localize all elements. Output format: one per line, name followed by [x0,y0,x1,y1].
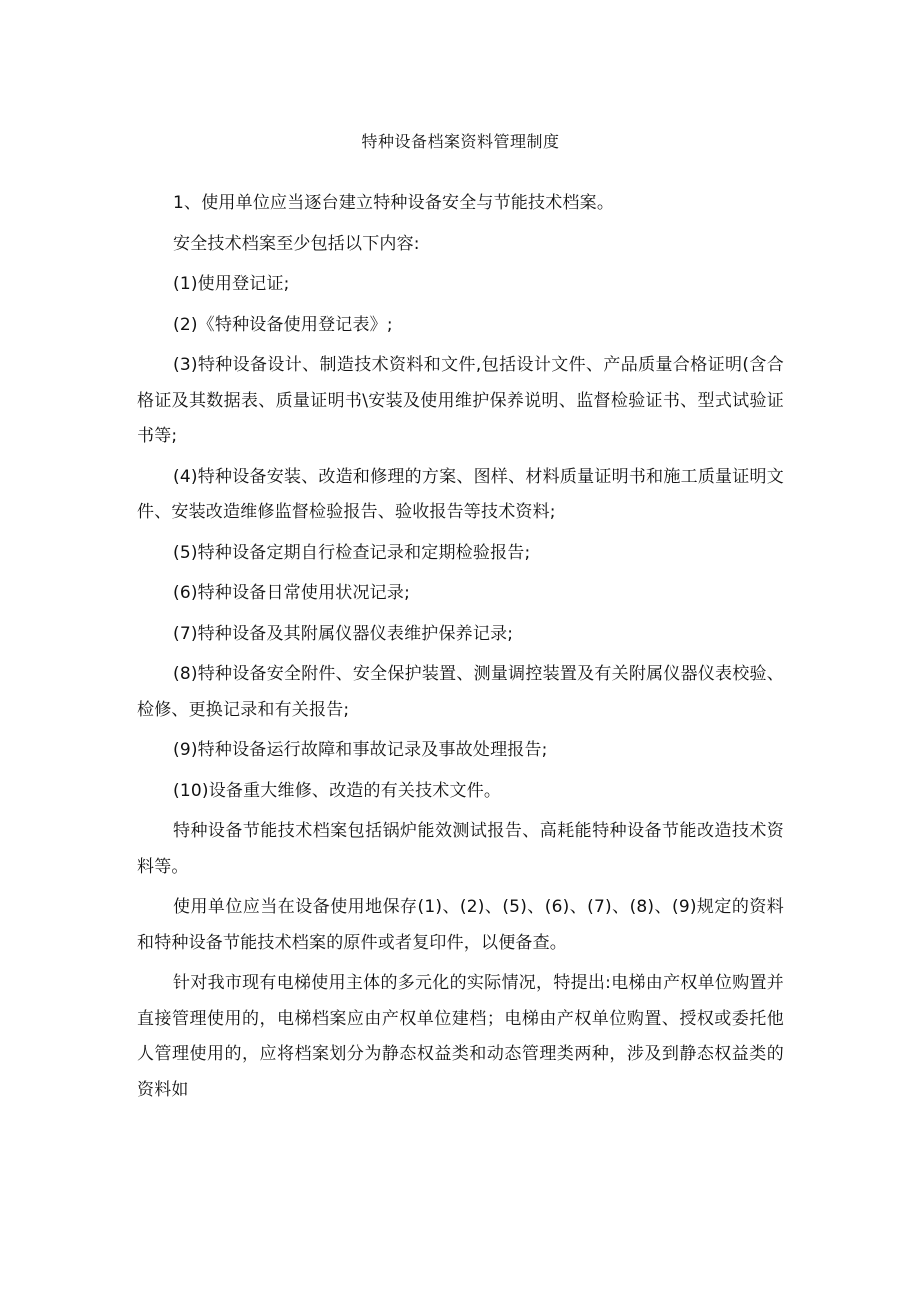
list-item-9: (9)特种设备运行故障和事故记录及事故处理报告; [173,740,548,760]
paragraph-1: 1、使用单位应当逐台建立特种设备安全与节能技术档案。 [173,193,615,213]
paragraph-elevator: 针对我市现有电梯使用主体的多元化的实际情况，特提出:电梯由产权单位购置并直接管理使用的，电梯档案应由产权单位建档；电梯由产权单位购置、授权或委托他人管理使用的，应将档案划分为静态权益类和动态管理类两种，涉及到静态权益类的资料如 [137,973,784,1100]
paragraph-energy-archive: 特种设备节能技术档案包括锅炉能效测试报告、高耗能特种设备节能改造技术资料等。 [137,821,784,877]
list-item-5: (5)特种设备定期自行检查记录和定期检验报告; [173,542,531,563]
list-item-1: (1)使用登记证; [173,274,290,294]
list-item-4: (4)特种设备安装、改造和修理的方案、图样、材料质量证明书和施工质量证明文件、安装改造维修监督检验报告、验收报告等技术资料; [137,466,784,522]
list-item-7: (7)特种设备及其附属仪器仪表维护保养记录; [173,623,514,644]
list-item-10: (10)设备重大维修、改造的有关技术文件。 [173,780,502,801]
list-item-2: (2)《特种设备使用登记表》; [173,314,393,335]
paragraph-2: 安全技术档案至少包括以下内容: [173,233,420,254]
list-item-8: (8)特种设备安全附件、安全保护装置、测量调控装置及有关附属仪器仪表校验、检修、更换记录和有关报告; [137,664,784,720]
document-title: 特种设备档案资料管理制度 [361,132,560,151]
list-item-6: (6)特种设备日常使用状况记录; [173,583,411,603]
paragraph-storage: 使用单位应当在设备使用地保存(1)、(2)、(5)、(6)、(7)、(8)、(9)规定的资料和特种设备节能技术档案的原件或者复印件，以便备查。 [137,897,784,953]
list-item-3: (3)特种设备设计、制造技术资料和文件,包括设计文件、产品质量合格证明(含合格证及其数据表、质量证明书\安装及使用维护保养说明、监督检验证书、型式试验证书等; [137,355,784,446]
